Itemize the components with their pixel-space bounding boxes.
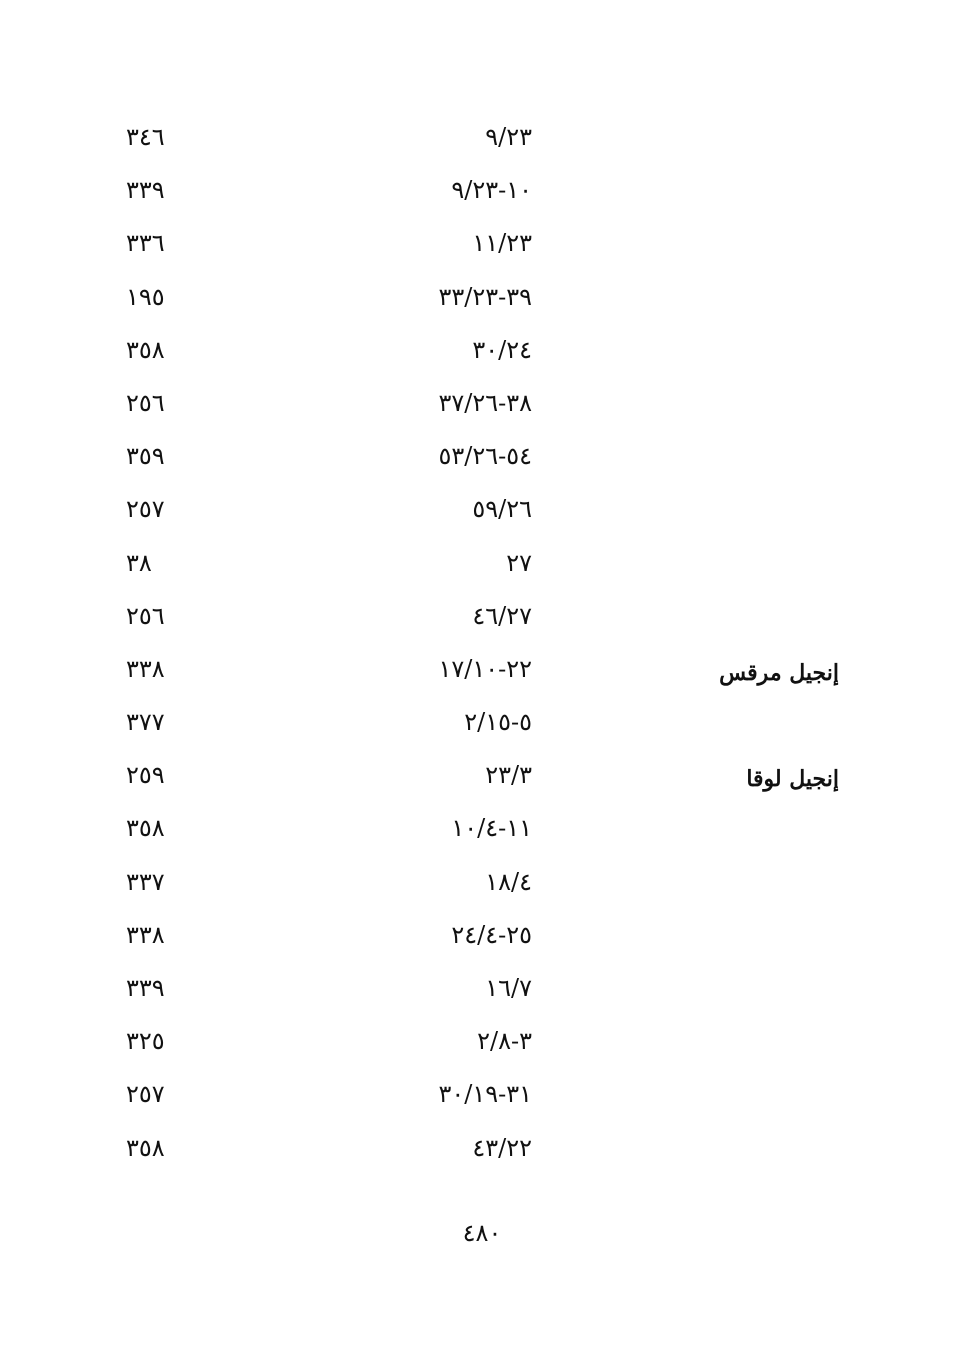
page-reference: ٣٣٩ <box>126 974 165 1002</box>
verse-reference: ٩/٢٣ <box>485 123 532 151</box>
index-row <box>0 645 964 698</box>
index-row <box>0 326 964 379</box>
page-reference: ٣٤٦ <box>126 123 165 151</box>
verse-reference: ٣٨-٣٧/٢٦ <box>438 388 532 417</box>
index-row <box>0 911 964 964</box>
book-name: إنجيل مرقس <box>719 659 839 686</box>
verse-reference: ٥-٢/١٥ <box>464 708 532 737</box>
verse-reference: ٢٥-٢٤/٤ <box>451 920 532 949</box>
index-row <box>0 1017 964 1070</box>
verse-reference: ٣-٢/٨ <box>477 1027 532 1056</box>
verse-reference: ٢٢-١٧/١٠ <box>438 654 532 683</box>
book-name: إنجيل لوقا <box>746 766 839 793</box>
page-reference: ٢٥٧ <box>126 495 165 524</box>
index-row <box>0 166 964 219</box>
page-reference: ٢٥٩ <box>126 761 165 790</box>
index-row <box>0 485 964 538</box>
index-row <box>0 751 964 804</box>
page-reference: ٣٥٨ <box>126 814 165 843</box>
verse-reference: ١٨/٤ <box>485 867 532 896</box>
page-reference: ٣٥٨ <box>126 335 165 364</box>
page-reference: ٢٥٦ <box>126 601 165 630</box>
verse-reference: ٢٣/٣ <box>485 761 532 790</box>
page-reference: ٣٣٧ <box>126 867 165 896</box>
index-row <box>0 858 964 911</box>
page-reference: ٣٢٥ <box>126 1027 165 1056</box>
verse-reference: ٢٧ <box>506 548 532 577</box>
scripture-index-table <box>0 113 964 1177</box>
index-row <box>0 432 964 485</box>
index-row <box>0 1070 964 1123</box>
index-row <box>0 273 964 326</box>
page-reference: ٣٣٩ <box>126 176 165 205</box>
page-reference: ٣٣٨ <box>126 654 165 683</box>
page-reference: ١٩٥ <box>126 282 165 311</box>
index-row <box>0 698 964 751</box>
index-row <box>0 1124 964 1177</box>
index-row <box>0 539 964 592</box>
index-row <box>0 592 964 645</box>
index-row <box>0 804 964 857</box>
page-reference: ٣٥٩ <box>126 442 165 471</box>
page-number: ٤٨٠ <box>462 1219 502 1247</box>
verse-reference: ٤٦/٢٧ <box>472 601 532 630</box>
verse-reference: ٣١-٣٠/١٩ <box>438 1080 532 1109</box>
index-row <box>0 219 964 272</box>
page-reference: ٣٨ <box>126 548 152 577</box>
page-reference: ٣٣٦ <box>126 229 165 258</box>
index-row <box>0 113 964 166</box>
index-row <box>0 964 964 1017</box>
page-reference: ٢٥٦ <box>126 388 165 417</box>
verse-reference: ١٦/٧ <box>485 974 532 1002</box>
verse-reference: ٣٩-٣٣/٢٣ <box>438 282 532 311</box>
verse-reference: ١١-١٠/٤ <box>451 814 532 843</box>
page-reference: ٣٣٨ <box>126 920 165 949</box>
index-row <box>0 379 964 432</box>
verse-reference: ٤٣/٢٢ <box>472 1133 532 1162</box>
verse-reference: ١١/٢٣ <box>472 229 532 258</box>
verse-reference: ١٠-٩/٢٣ <box>451 176 532 205</box>
verse-reference: ٥٩/٢٦ <box>472 495 532 524</box>
verse-reference: ٣٠/٢٤ <box>472 335 532 364</box>
page-reference: ٢٥٧ <box>126 1080 165 1109</box>
verse-reference: ٥٤-٥٣/٢٦ <box>438 442 532 471</box>
page-reference: ٣٧٧ <box>126 708 165 737</box>
page-reference: ٣٥٨ <box>126 1133 165 1162</box>
